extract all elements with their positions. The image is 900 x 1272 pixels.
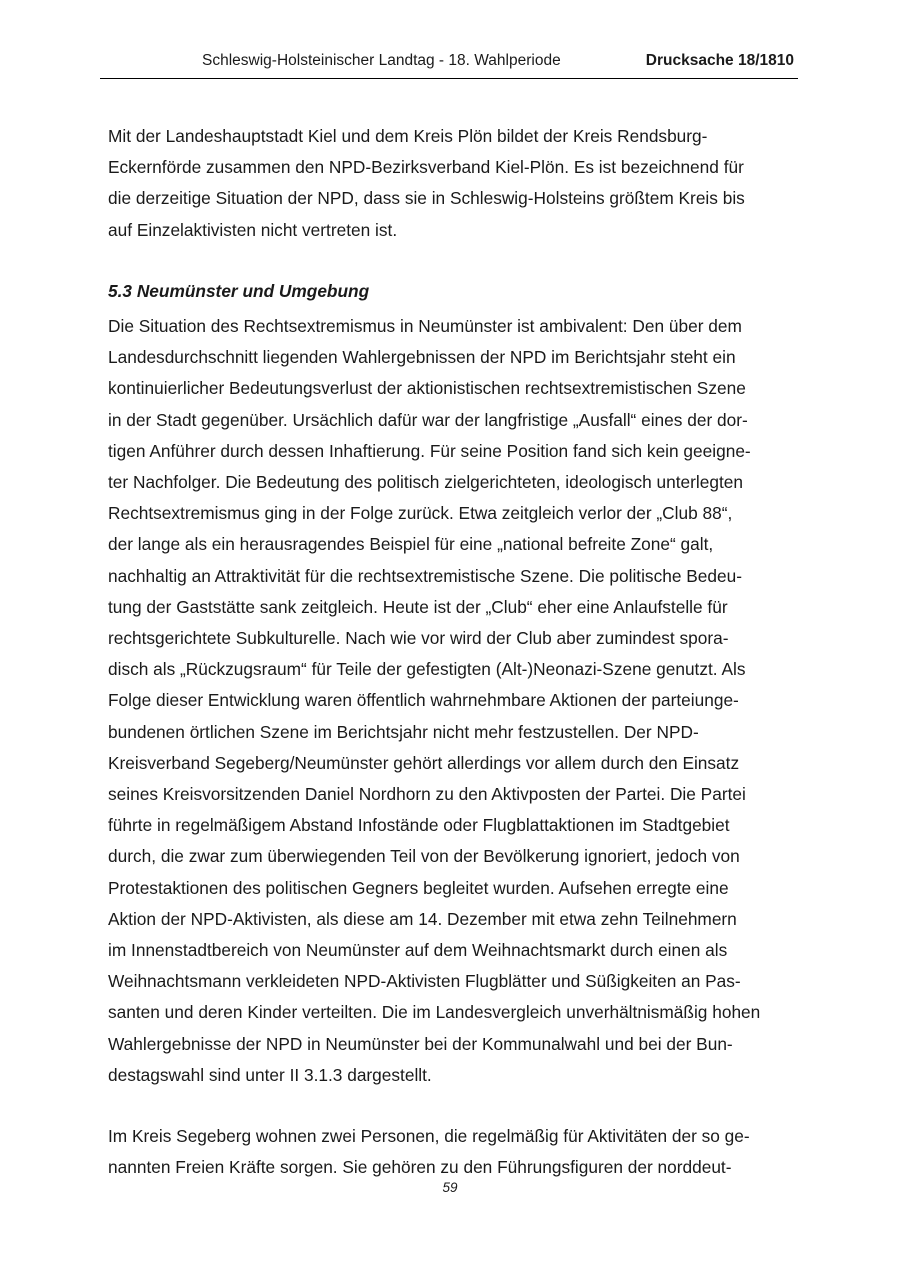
page-body bbox=[108, 121, 792, 1184]
text-line: Im Kreis Segeberg wohnen zwei Personen, die regelmäßig für Aktivitäten der so ge- bbox=[108, 1126, 750, 1147]
closing-paragraph bbox=[108, 1121, 792, 1183]
text-line: disch als „Rückzugsraum“ für Teile der gefestigten (Alt-)Neonazi-Szene genutzt. Als bbox=[108, 659, 746, 680]
text-line: destagswahl sind unter II 3.1.3 dargestellt. bbox=[108, 1064, 432, 1085]
paragraph-gap bbox=[108, 246, 792, 276]
text-line: Rechtsextremismus ging in der Folge zurück. Etwa zeitgleich verlor der „Club 88“, bbox=[108, 503, 733, 524]
text-line: santen und deren Kinder verteilten. Die im Landesvergleich unverhältnismäßig hohen bbox=[108, 1002, 761, 1023]
text-line: Mit der Landeshauptstadt Kiel und dem Kreis Plön bildet der Kreis Rendsburg- bbox=[108, 126, 708, 146]
text-line: Folge dieser Entwicklung waren öffentlich wahrnehmbare Aktionen der parteiunge- bbox=[108, 690, 739, 711]
text-line: bundenen örtlichen Szene im Berichtsjahr nicht mehr festzustellen. Der NPD- bbox=[108, 721, 699, 742]
section-heading: 5.3 Neumünster und Umgebung bbox=[108, 280, 370, 301]
header-title: Schleswig-Holsteinischer Landtag - 18. Wahlperiode bbox=[202, 52, 561, 69]
text-line: Landesdurchschnitt liegenden Wahlergebnissen der NPD im Berichtsjahr steht ein bbox=[108, 347, 736, 368]
text-line: Protestaktionen des politischen Gegners begleitet wurden. Aufsehen erregte eine bbox=[108, 877, 729, 898]
text-line: Die Situation des Rechtsextremismus in Neumünster ist ambivalent: Den über dem bbox=[108, 316, 742, 337]
text-line: seines Kreisvorsitzenden Daniel Nordhorn zu den Aktivposten der Partei. Die Partei bbox=[108, 784, 746, 805]
text-line: der lange als ein herausragendes Beispiel für eine „national befreite Zone“ galt, bbox=[108, 534, 714, 555]
page-header bbox=[100, 50, 798, 79]
text-line: durch, die zwar zum überwiegenden Teil von der Bevölkerung ignoriert, jedoch von bbox=[108, 846, 740, 867]
text-line: Aktion der NPD-Aktivisten, als diese am 14. Dezember mit etwa zehn Teilnehmern bbox=[108, 908, 737, 929]
text-line: Wahlergebnisse der NPD in Neumünster bei der Kommunalwahl und bei der Bun- bbox=[108, 1033, 733, 1054]
intro-paragraph bbox=[108, 121, 792, 246]
text-line: Weihnachtsmann verkleideten NPD-Aktivisten Flugblätter und Süßigkeiten an Pas- bbox=[108, 971, 741, 992]
text-line: führte in regelmäßigem Abstand Infostände oder Flugblattaktionen im Stadtgebiet bbox=[108, 815, 730, 836]
text-line: tigen Anführer durch dessen Inhaftierung. Für seine Position fand sich kein geeigne- bbox=[108, 440, 751, 461]
text-line: in der Stadt gegenüber. Ursächlich dafür war der langfristige „Ausfall“ eines der dor- bbox=[108, 409, 748, 430]
text-line: Kreisverband Segeberg/Neumünster gehört allerdings vor allem durch den Einsatz bbox=[108, 752, 740, 773]
text-line: nachhaltig an Attraktivität für die rechtsextremistische Szene. Die politische Bedeu- bbox=[108, 565, 742, 586]
text-line: im Innenstadtbereich von Neumünster auf dem Weihnachtsmarkt durch einen als bbox=[108, 940, 728, 961]
text-line: auf Einzelaktivisten nicht vertreten ist. bbox=[108, 219, 398, 240]
document-number: Drucksache 18/1810 bbox=[645, 52, 794, 69]
paragraph-gap bbox=[108, 1091, 792, 1121]
text-line: Eckernförde zusammen den NPD-Bezirksverband Kiel-Plön. Es ist bezeichnend für bbox=[108, 157, 744, 178]
text-line: ter Nachfolger. Die Bedeutung des politisch zielgerichteten, ideologisch unterlegten bbox=[108, 472, 744, 493]
page-number: 59 bbox=[442, 1180, 458, 1195]
section-paragraph bbox=[108, 311, 792, 1091]
text-line: kontinuierlicher Bedeutungsverlust der aktionistischen rechtsextremistischen Szene bbox=[108, 378, 746, 399]
text-line: nannten Freien Kräfte sorgen. Sie gehören zu den Führungsfiguren der norddeut- bbox=[108, 1157, 732, 1178]
text-line: tung der Gaststätte sank zeitgleich. Heute ist der „Club“ eher eine Anlaufstelle für bbox=[108, 596, 728, 617]
text-line: rechtsgerichtete Subkulturelle. Nach wie vor wird der Club aber zumindest spora- bbox=[108, 628, 729, 649]
text-line: die derzeitige Situation der NPD, dass sie in Schleswig-Holsteins größtem Kreis bis bbox=[108, 188, 745, 209]
